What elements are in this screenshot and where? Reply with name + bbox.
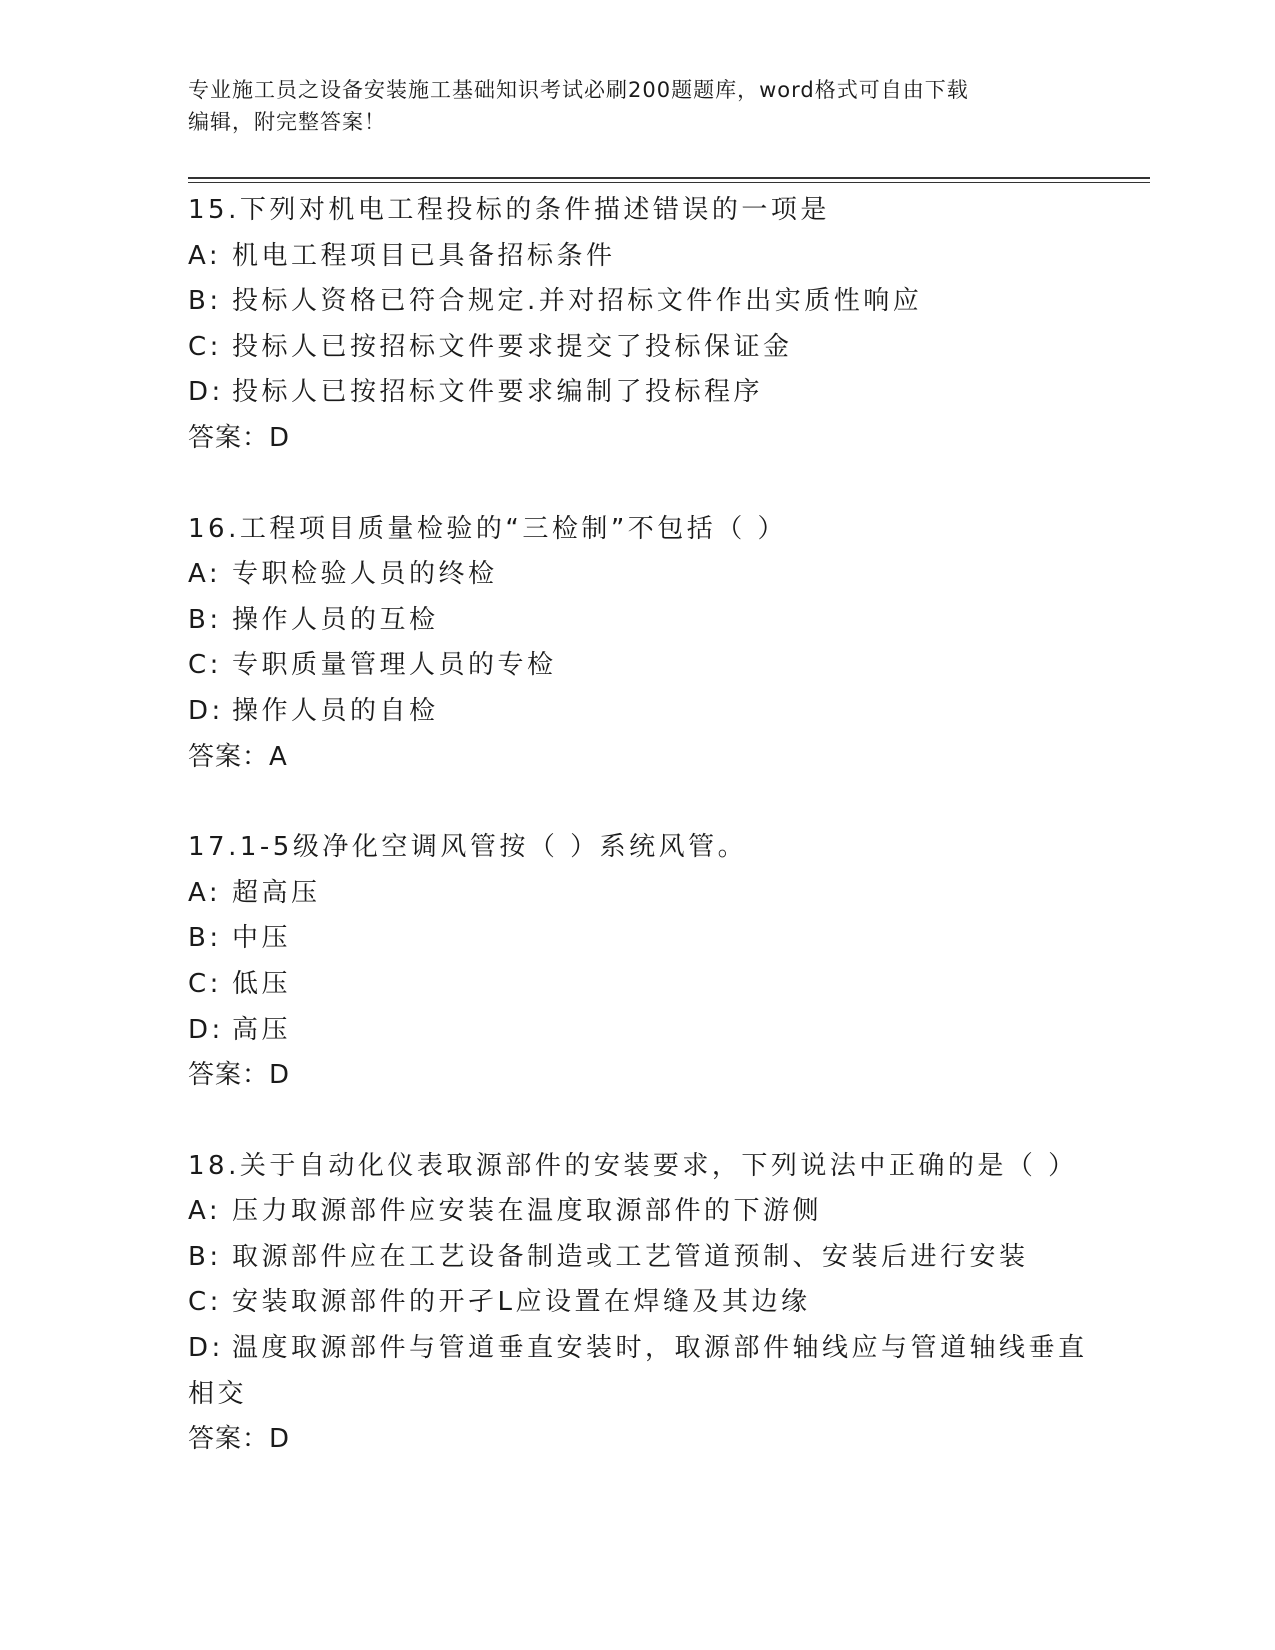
option-key: C: (188, 1287, 222, 1318)
option-text: 超高压 (232, 877, 321, 908)
option-text: 安装取源部件的开孑L应设置在焊缝及其边缘 (232, 1287, 811, 1318)
header-divider-thick (188, 177, 1150, 179)
option-text: 操作人员的互检 (232, 604, 439, 635)
option-key: C: (188, 968, 222, 999)
option-d (188, 370, 1088, 416)
option-a (188, 871, 1088, 917)
option-b (188, 279, 1088, 325)
option-key: D: (188, 377, 224, 408)
option-b (188, 1235, 1088, 1281)
question-stem: 17.1-5级净化空调风管按（ ）系统风管。 (188, 832, 748, 863)
option-key: C: (188, 650, 222, 681)
option-text: 投标人已按招标文件要求编制了投标程序 (232, 377, 764, 408)
option-key: B: (188, 604, 222, 635)
option-text: 专职检验人员的终检 (232, 559, 498, 590)
option-text: 机电工程项目已具备招标条件 (232, 240, 616, 271)
header-line-1: 专业施工员之设备安装施工基础知识考试必刷200题题库，word格式可自由下载 (188, 78, 969, 102)
question-stem: 16.工程项目质量检验的“三检制”不包括（ ） (188, 513, 788, 544)
option-text: 中压 (232, 923, 292, 954)
option-text: 专职质量管理人员的专检 (232, 650, 557, 681)
question-16 (188, 507, 1088, 781)
option-key: B: (188, 923, 222, 954)
option-text: 低压 (232, 968, 292, 999)
answer-label: 答案：D (188, 1424, 291, 1455)
question-15 (188, 188, 1088, 462)
option-d (188, 1326, 1088, 1417)
option-d (188, 1008, 1088, 1054)
option-a (188, 552, 1088, 598)
option-a (188, 1189, 1088, 1235)
option-key: B: (188, 1241, 222, 1272)
option-text: 高压 (232, 1014, 292, 1045)
option-d (188, 689, 1088, 735)
option-text: 压力取源部件应安装在温度取源部件的下游侧 (232, 1196, 823, 1227)
option-key: D: (188, 1014, 224, 1045)
option-key: A: (188, 559, 222, 590)
option-text: 操作人员的自检 (232, 695, 439, 726)
option-key: A: (188, 240, 222, 271)
option-c (188, 1280, 1088, 1326)
option-key: A: (188, 877, 222, 908)
document-header (188, 74, 1078, 138)
option-text: 投标人已按招标文件要求提交了投标保证金 (232, 331, 793, 362)
question-list (188, 188, 1088, 1508)
question-stem: 15.下列对机电工程投标的条件描述错误的一项是 (188, 195, 830, 225)
option-key: D: (188, 695, 224, 726)
option-b (188, 916, 1088, 962)
option-text: 温度取源部件与管道垂直安装时，取源部件轴线应与管道轴线垂直相交 (188, 1333, 1088, 1409)
option-key: A: (188, 1196, 222, 1227)
header-divider-thin (188, 182, 1150, 183)
header-line-2: 编辑，附完整答案！ (188, 110, 386, 134)
option-a (188, 234, 1088, 280)
option-text: 取源部件应在工艺设备制造或工艺管道预制、安装后进行安装 (232, 1241, 1029, 1272)
option-c (188, 962, 1088, 1008)
answer-label: 答案：D (188, 1060, 291, 1091)
question-17 (188, 825, 1088, 1099)
question-18 (188, 1144, 1088, 1463)
option-b (188, 598, 1088, 644)
option-text: 投标人资格已符合规定.并对招标文件作出实质性响应 (232, 286, 923, 317)
answer-label: 答案：D (188, 422, 291, 453)
option-key: C: (188, 331, 222, 362)
option-c (188, 325, 1088, 371)
question-stem: 18.关于自动化仪表取源部件的安装要求，下列说法中正确的是（ ） (188, 1150, 1078, 1181)
answer-label: 答案：A (188, 741, 288, 772)
option-key: B: (188, 286, 222, 317)
option-key: D: (188, 1333, 224, 1364)
option-c (188, 643, 1088, 689)
